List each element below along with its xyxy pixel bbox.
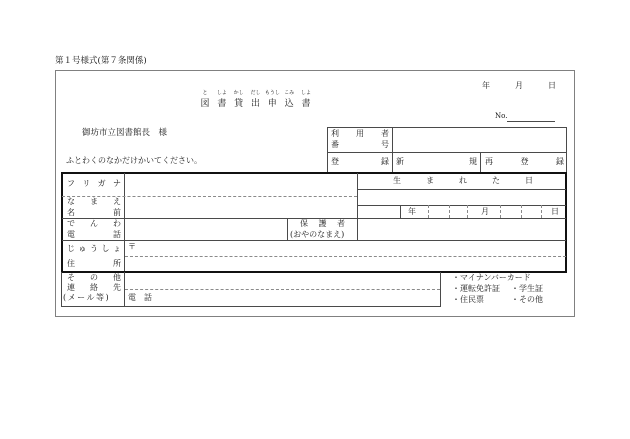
label-char: 日 [525,176,533,185]
birthday-date-rule [357,205,566,206]
date-month-label: 月 [515,81,523,90]
label-char: の [90,273,98,282]
phone-kana-label [67,220,121,228]
furigana-label [67,180,121,188]
guardian-label [300,220,345,228]
label-char: ま [426,176,434,185]
furigana-dashed-rule [62,196,357,197]
birthday-label [393,177,533,185]
id-doc-resident-record: ・住民票 [452,295,484,304]
label-char: う [90,244,98,253]
form-reference: 第１号様式(第７条関係) [55,56,147,66]
label-char: 他 [113,273,121,282]
title-kanji: 出 [250,99,260,109]
birthday-month-unit: 月 [481,207,489,216]
label-char: わ [113,219,121,228]
guardian-cell-divider [287,218,288,240]
label-char: 話 [113,230,121,239]
label-char: 登 [331,157,339,166]
title-ruby: もうし [264,90,280,96]
title-kanji: 書 [301,99,311,109]
label-char: 利 [331,129,339,138]
contact-bottom-rule [61,306,441,307]
label-char: 生 [393,176,401,185]
label-char: 所 [113,259,121,268]
label-char: ガ [97,179,106,188]
birthday-day-unit: 日 [551,207,559,216]
title-kanji: 貸 [234,99,244,109]
label-char: な [67,197,75,206]
label-char: れ [459,176,467,185]
label-char: 連 [67,283,75,292]
user-number-field [393,128,566,152]
title-char [198,90,212,109]
label-char: そ [67,273,75,282]
registration-renew [485,158,564,166]
address-label [67,260,121,268]
instruction-text: ふとわくのなかだけかいてください。 [66,156,202,165]
title-char [215,90,229,109]
date-day-label: 日 [548,81,556,90]
label-char: ょ [113,244,121,253]
user-number-label-top [331,130,389,138]
contact-left-rule [61,272,62,306]
date-cell-divider [521,205,522,218]
id-doc-student-id: ・学生証 [511,284,543,293]
name-kana-label [67,198,121,206]
contact-label [67,284,121,292]
date-cell-divider [428,205,429,218]
label-char: し [101,244,110,253]
label-char: 号 [381,140,389,149]
date-cell-divider [541,205,542,218]
address-dashed-rule [125,256,566,257]
label-char: じ [67,244,75,253]
label-char: 者 [337,219,345,228]
label-char: 先 [113,283,121,292]
label-char: 再 [485,157,493,166]
email-label: (メール等) [63,293,111,302]
contact-phone-label [128,294,152,302]
label-char: 前 [113,208,121,217]
date-cell-divider [467,205,468,218]
label-char: た [492,176,500,185]
label-char: 絡 [90,283,98,292]
title-ruby: しよ [216,90,227,96]
id-doc-other: ・その他 [511,295,543,304]
title-char [248,90,262,109]
registration-label [331,158,389,166]
phone-row-top-rule [62,218,566,219]
phone-label [67,231,121,239]
contact-right-rule [440,272,441,306]
id-doc-mynumber: ・マイナンバーカード [452,273,531,282]
label-char: 登 [520,157,529,166]
title-ruby: こみ [284,90,295,96]
date-year-label: 年 [482,81,490,90]
date-cell-divider [449,205,450,218]
title-kanji: 書 [217,99,227,109]
form-title [198,90,313,109]
label-char: 保 [300,219,308,228]
title-kanji: 申 [267,99,277,109]
title-char [299,90,313,109]
label-char: 護 [318,219,327,228]
label-char: 電 [67,230,75,239]
title-ruby: かし [233,90,244,96]
birthday-year-unit: 年 [408,207,416,216]
label-char: 名 [67,208,75,217]
number-label: No. [495,112,508,120]
id-box-middle-rule [327,152,567,153]
label-char: フ [67,179,75,188]
label-char: ま [90,197,98,206]
title-kanji: 込 [284,99,294,109]
label-char: え [113,197,121,206]
title-ruby: だし [250,90,261,96]
label-char: 番 [331,140,339,149]
label-char: 用 [356,129,364,138]
label-char: 話 [144,293,152,302]
label-char: 規 [469,157,477,166]
name-birthday-divider [357,173,358,240]
id-box-right-rule [566,127,567,172]
birthday-header-rule [357,189,566,190]
label-char: 新 [396,157,404,166]
title-char [232,90,246,109]
postal-mark: 〒 [128,242,136,251]
address-row-top-rule [62,240,566,241]
id-box-registration-divider [480,152,481,172]
title-ruby: しよ [300,90,311,96]
date-cell-divider [400,205,401,218]
id-doc-driver-license: ・運転免許証 [452,284,500,293]
title-char [265,90,279,109]
label-char: 録 [381,157,389,166]
label-char: リ [82,179,91,188]
date-cell-divider [500,205,501,218]
title-ruby: と [202,90,208,96]
label-char: 住 [67,259,75,268]
user-number-label-bottom [331,141,389,149]
title-kanji: 図 [200,99,210,109]
address-kana-label [67,245,121,253]
label-char: 録 [556,157,564,166]
title-char [282,90,296,109]
other-label [67,274,121,282]
label-char: ナ [112,179,121,188]
guardian-sub-label: (おやのなまえ) [290,230,345,239]
label-char: 者 [381,129,389,138]
contact-dashed-rule [125,289,440,290]
id-box-left-rule [327,127,328,172]
number-underline [507,121,555,122]
addressee: 御坊市立図書館長 様 [82,128,168,138]
label-char: で [67,219,75,228]
name-label [67,209,121,217]
registration-new [396,158,477,166]
label-char: ゅ [78,244,87,253]
label-char: 電 [128,293,136,302]
label-char: ん [90,219,98,228]
